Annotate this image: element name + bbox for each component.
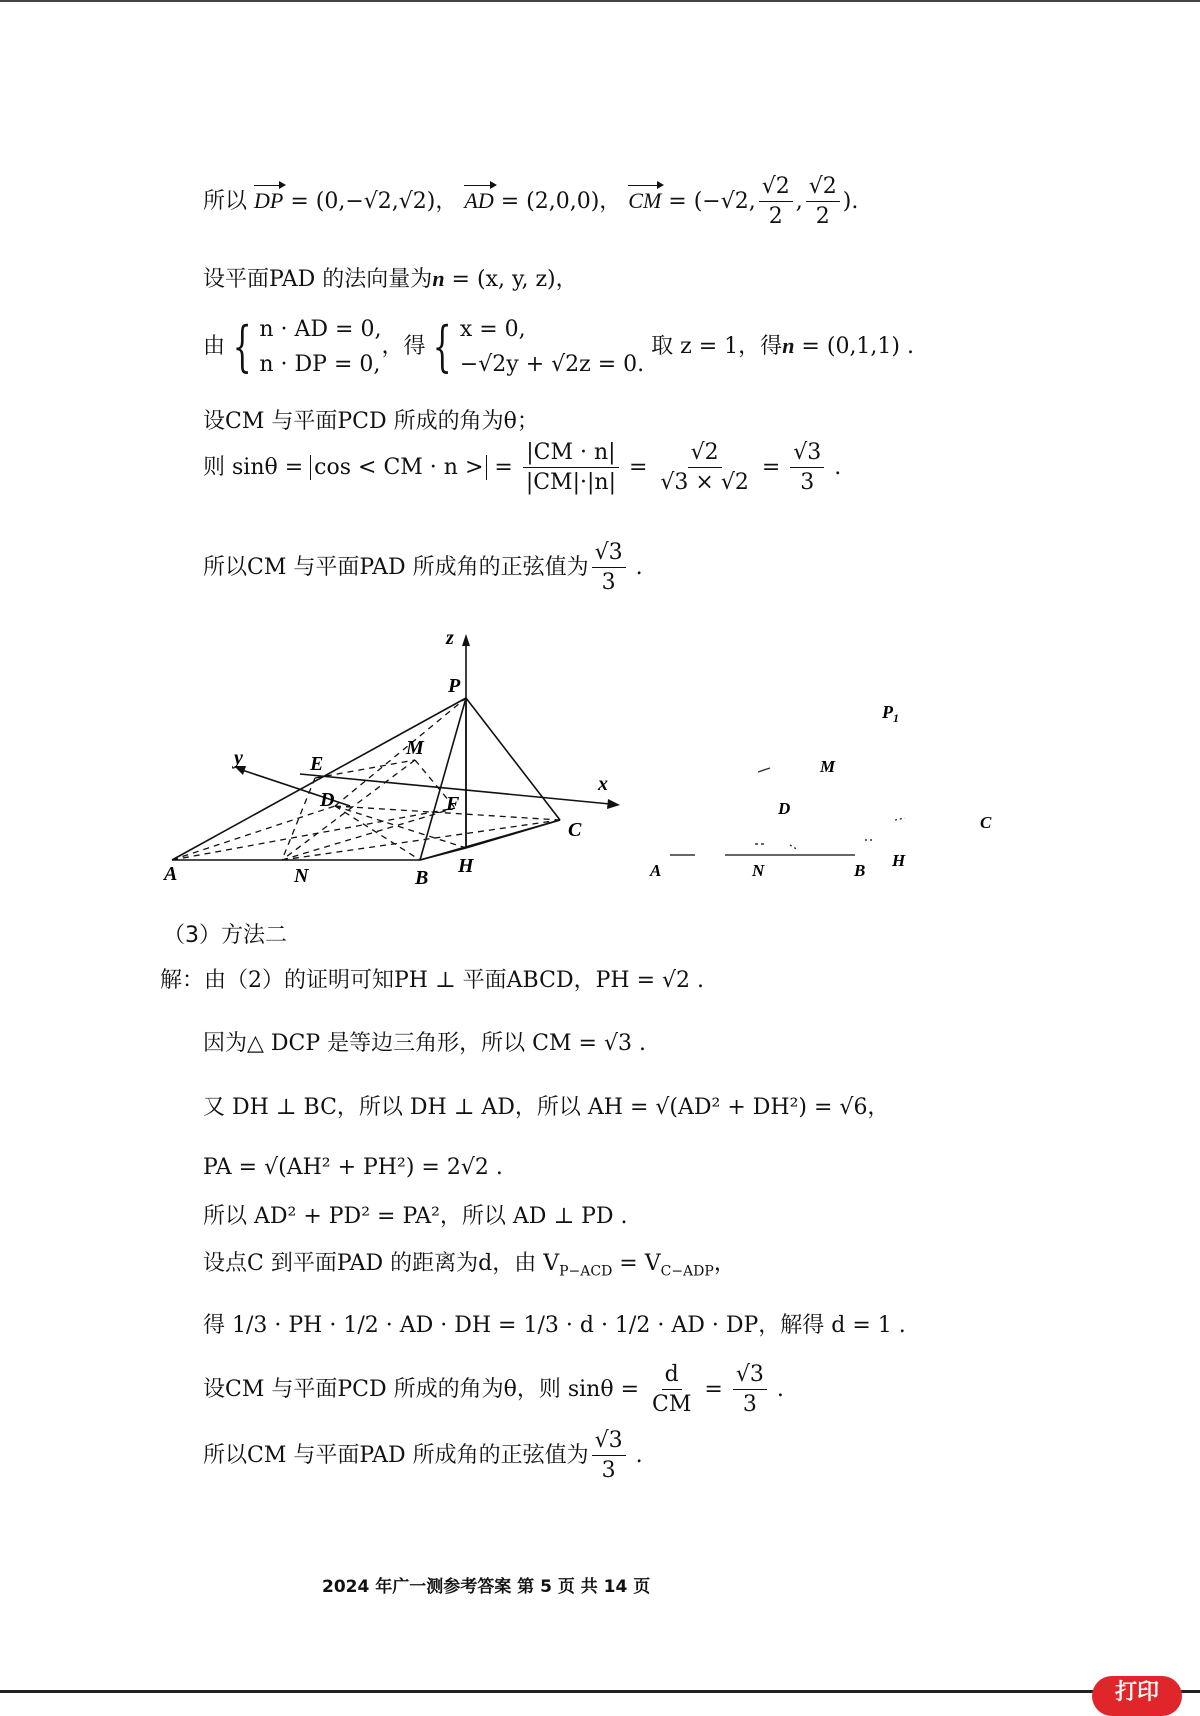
label-x: x (598, 773, 608, 795)
label-M: M (820, 757, 836, 776)
label-B: B (854, 861, 866, 880)
vector-DP: DP (254, 187, 284, 213)
solution-line-2: 因为△ DCP 是等边三角形，所以 CM = √3 . (203, 1031, 646, 1056)
equation: x = 0, (459, 317, 526, 342)
sine-computation: 则 sinθ = cos < CM · n > = $\frac{|CM \cdot n|}{|CM|\cdot|n|}$ = $\frac{√2}{√3 \times √2}$ = $\frac{√3}{3}$ . (203, 440, 842, 496)
vector-n: n (432, 266, 445, 291)
solution-line-4: PA = √(AH² + PH²) = 2√2 . (203, 1155, 503, 1180)
label-P: P (448, 675, 461, 697)
label-B: B (415, 867, 429, 889)
solution-line-7: 得 1/3 · PH · 1/2 · AD · DH = 1/3 · d · 1/2 · AD · DP，解得 d = 1 . (203, 1313, 906, 1338)
fraction: $\frac{√3}{3}$ (790, 440, 824, 496)
system-2 (460, 312, 644, 382)
vector-AD: AD (464, 187, 494, 213)
page-footer: 2024 年广一测参考答案 第 5 页 共 14 页 (322, 1577, 651, 1597)
label-C: C (980, 813, 992, 832)
left-brace: { (232, 315, 252, 379)
text-n-value: = (x, y, z)， (444, 267, 578, 292)
label-D: D (320, 789, 335, 811)
conclusion-1: 所以CM 与平面PAD 所成角的正弦值为 $\frac{√3}{3}$ . (203, 540, 643, 596)
equation: n · DP = 0, (259, 352, 381, 378)
text-sin: 则 sinθ = (203, 454, 304, 480)
angle-setup (203, 404, 539, 435)
label-y: y (234, 747, 243, 769)
label-D: D (778, 799, 791, 818)
solution-line-1: 解：由（2）的证明可知PH ⊥ 平面ABCD，PH = √2 . (160, 968, 705, 993)
text-end: ， (713, 1251, 736, 1276)
text-end: ). (842, 188, 859, 214)
faded-figure (640, 700, 1020, 900)
label-F: F (446, 793, 460, 815)
subscript: P−ACD (559, 1263, 613, 1280)
subscript: C−ADP (660, 1263, 714, 1280)
label-H: H (458, 855, 474, 877)
label-P1: $P_1$ (882, 702, 899, 725)
text-conclusion: 所以CM 与平面PAD 所成角的正弦值为 (203, 1442, 589, 1468)
label-E: E (310, 753, 324, 775)
label-M: M (406, 737, 424, 759)
equation: n · AD = 0, (259, 317, 382, 342)
section-heading: （3）方法二 (163, 923, 287, 948)
normal-vector-setup (203, 262, 578, 293)
vector-AD-value: = (2,0,0)， (493, 188, 622, 214)
fraction: $\frac{√2}{√3 \times √2}$ (660, 440, 749, 496)
fraction: $\frac{√3}{3}$ (592, 540, 626, 596)
text-normal-setup: 设平面PAD 的法向量为 (203, 267, 433, 292)
cos-expression: cos < CM · n > (310, 455, 487, 480)
vector-n: n (782, 333, 795, 359)
text-angle: 设CM 与平面PCD 所成的角为θ； (203, 409, 539, 434)
label-H: H (892, 851, 906, 870)
label-N: N (294, 865, 309, 887)
text-distance: 设点C 到平面PAD 的距离为d，由 V (203, 1251, 560, 1276)
text-take: 取 z = 1，得 (651, 334, 783, 360)
equation: −√2y + √2z = 0. (459, 352, 645, 378)
bottom-border (0, 1690, 1200, 1693)
fraction: $\frac{√2}{2}$ (759, 174, 793, 230)
fraction: $\frac{|CM \cdot n|}{|CM|\cdot|n|}$ (523, 440, 619, 496)
text-sin: 设CM 与平面PCD 所成的角为θ，则 sinθ = (203, 1376, 640, 1402)
equation-system (203, 312, 914, 382)
pyramid-figure (150, 620, 650, 900)
label-A: A (164, 863, 178, 885)
solution-line-8: 设CM 与平面PCD 所成的角为θ，则 sinθ = $\frac{d}{CM}$ = $\frac{√3}{3}$ . (203, 1362, 784, 1418)
system-1 (259, 312, 381, 382)
fraction: $\frac{√2}{2}$ (806, 174, 840, 230)
vector-CM-value: = (−√2, (661, 188, 756, 214)
solution-line-5: 所以 AD² + PD² = PA²，所以 AD ⊥ PD . (203, 1204, 628, 1229)
left-brace: { (433, 315, 453, 379)
print-badge[interactable]: 打印 (1092, 1676, 1182, 1716)
top-border (0, 0, 1200, 2)
label-C: C (568, 819, 582, 841)
fraction: $\frac{d}{CM}$ (652, 1362, 692, 1418)
text-from: 由 (203, 334, 226, 360)
fraction: $\frac{√3}{3}$ (733, 1362, 767, 1418)
fraction: $\frac{√3}{3}$ (592, 1428, 626, 1484)
vector-definitions: 所以 DP = (0,−√2,√2)， AD = (2,0,0)， CM = (−√2, $\frac{√2}{2}$ , $\frac{√2}{2}$ ). (203, 174, 859, 230)
vector-DP-value: = (0,−√2,√2)， (283, 188, 458, 214)
solution-line-3: 又 DH ⊥ BC，所以 DH ⊥ AD，所以 AH = √(AD² + DH²) = √6， (203, 1095, 890, 1120)
conclusion-2: 所以CM 与平面PAD 所成角的正弦值为 $\frac{√3}{3}$ . (203, 1428, 643, 1484)
text-n-result: = (0,1,1) . (794, 334, 914, 360)
text-get: ，得 (381, 334, 426, 360)
label-z: z (446, 627, 454, 649)
solution-line-6 (203, 1246, 736, 1279)
label-A: A (650, 861, 662, 880)
vector-CM: CM (628, 187, 662, 213)
text-conclusion: 所以CM 与平面PAD 所成角的正弦值为 (203, 554, 589, 580)
label-N: N (752, 861, 765, 880)
text-eq: = V (612, 1251, 661, 1276)
text-so: 所以 (203, 188, 248, 214)
